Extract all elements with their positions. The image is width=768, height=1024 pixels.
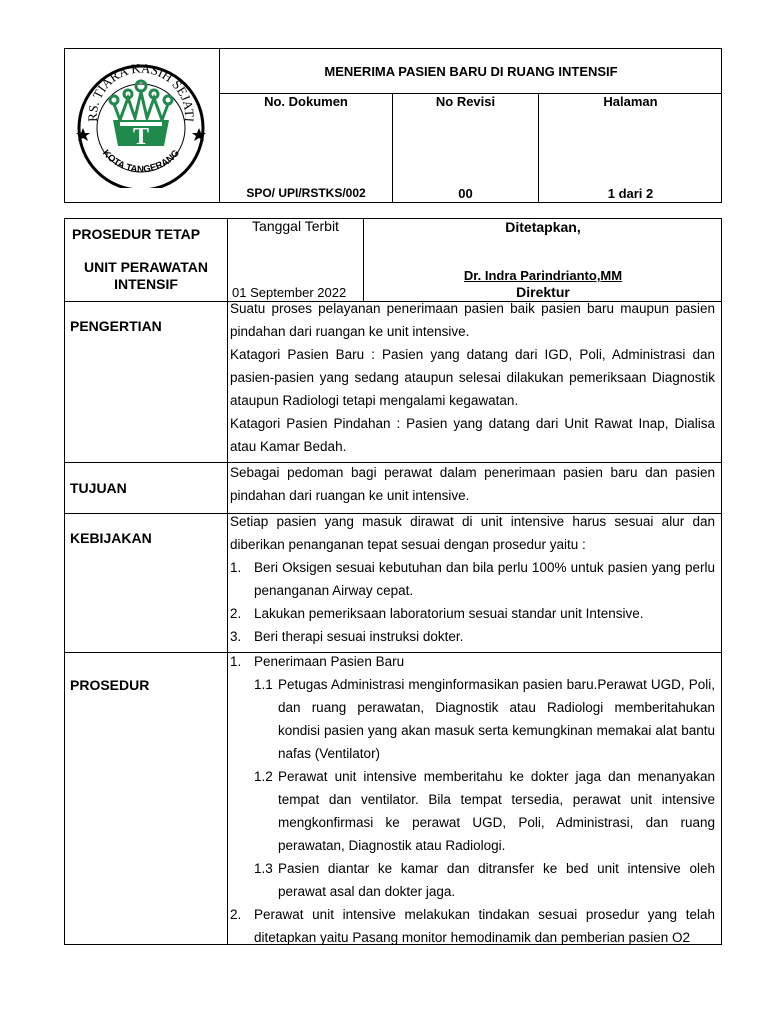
section-label-prosedur: PROSEDUR: [70, 677, 150, 693]
hospital-logo: [68, 48, 214, 188]
list-item-text: Beri Oksigen sesuai kebutuhan dan bila perlu 100% untuk pasien yang perlu penanganan Airway cepat.: [254, 560, 715, 598]
section-label-tujuan: TUJUAN: [70, 480, 127, 496]
list-item: [230, 903, 715, 949]
list-item: [230, 556, 715, 602]
list-item: [230, 602, 715, 625]
approval-label: Ditetapkan,: [505, 219, 581, 235]
sub-list-item: [254, 857, 715, 903]
section-body-kebijakan: [230, 510, 715, 648]
list-item-text: Lakukan pemeriksaan laboratorium sesuai standar unit Intensive.: [254, 606, 644, 621]
policy-intro: Setiap pasien yang masuk dirawat di unit intensive harus sesuai alur dan diberikan penanganan tepat sesuai dengan prosedur yaitu :: [230, 514, 715, 552]
list-item-number: 1.: [230, 654, 242, 669]
hospital-logo-emblem: [68, 48, 214, 188]
section-body-pengertian: [230, 297, 715, 458]
definition-paragraph: Katagori Pasien Pindahan : Pasien yang datang dari Unit Rawat Inap, Dialisa atau Kamar Bedah.: [230, 416, 715, 454]
unit-label: UNIT PERAWATAN INTENSIF: [84, 259, 208, 292]
list-item-number: 1.: [230, 560, 242, 575]
list-item-text: Perawat unit intensive melakukan tindakan sesuai prosedur yang telah ditetapkan yaitu Pasang monitor hemodinamik dan pemberian pasien O2: [254, 907, 715, 945]
director-title: Direktur: [516, 284, 570, 300]
logo-emblem-letter: T: [132, 124, 150, 150]
issue-date-value: 01 September 2022: [232, 285, 347, 300]
list-item-text: Penerimaan Pasien Baru: [254, 654, 405, 669]
list-item-number: 2.: [230, 606, 242, 621]
section-body-prosedur: [230, 650, 715, 949]
logo-arc-text: RS. TIARA KASIH SEJATI: [84, 60, 198, 123]
procedure-type-label: PROSEDUR TETAP: [72, 226, 201, 242]
sub-list-item: [254, 673, 715, 765]
label-column-divider: [227, 218, 228, 945]
issue-date-label: Tanggal Terbit: [252, 218, 339, 234]
sub-list-item-text: Pasien diantar ke kamar dan ditransfer ke bed unit intensive oleh perawat asal dan dokter jaga.: [278, 861, 715, 899]
doc-number-label: No. Dokumen: [264, 94, 348, 109]
logo-city-text: KOTA TANGERANG: [100, 147, 182, 176]
section-label-kebijakan: KEBIJAKAN: [70, 530, 152, 546]
sub-list-item-number: 1.1: [254, 677, 273, 692]
section-body-tujuan: [230, 461, 715, 507]
revision-label: No Revisi: [435, 94, 496, 109]
sub-list-item-text: Perawat unit intensive memberitahu ke dokter jaga dan menanyakan tempat dan ventilator. Bila tempat tersedia, perawat unit intensive mengkonfirmasi ke perawat UGD, Poli, Administrasi, dan ruang perawatan, Diagnostik atau Radiologi.: [278, 769, 715, 853]
revision-value: 00: [458, 186, 473, 201]
sub-list-item: [254, 765, 715, 857]
doc-number-value: SPO/ UPI/RSTKS/002: [246, 186, 366, 200]
list-item-text: Beri therapi sesuai instruksi dokter.: [254, 629, 464, 644]
definition-paragraph: Katagori Pasien Baru : Pasien yang datang dari IGD, Poli, Administrasi dan pasien-pasien yang sedang ataupun selesai dilakukan pemeriksaan Diagnostik ataupun Radiologi tetapi mengalami kegawatan.: [230, 347, 715, 408]
purpose-paragraph: Sebagai pedoman bagi perawat dalam penerimaan pasien baru dan pasien pindahan dari ruangan ke unit intensive.: [230, 465, 715, 503]
definition-paragraph: Suatu proses pelayanan penerimaan pasien baik pasien baru maupun pasien pindahan dari ruangan ke unit intensive.: [230, 301, 715, 339]
list-item: [230, 625, 715, 648]
document-title: MENERIMA PASIEN BARU DI RUANG INTENSIF: [324, 64, 618, 79]
page-label: Halaman: [603, 94, 658, 109]
list-item-number: 2.: [230, 907, 242, 922]
section-label-pengertian: PENGERTIAN: [70, 318, 162, 334]
sub-list-item-number: 1.3: [254, 861, 273, 876]
sub-list-item-number: 1.2: [254, 769, 273, 784]
page-value: 1 dari 2: [607, 186, 654, 201]
director-name: Dr. Indra Parindrianto,MM: [463, 268, 623, 283]
sub-list-item-text: Petugas Administrasi menginformasikan pasien baru.Perawat UGD, Poli, dan ruang perawatan, Diagnostik atau Radiologi memberitahukan kondisi pasien yang akan masuk serta kemungkinan memakai alat bantu nafas (Ventilator): [278, 677, 715, 761]
list-item-number: 3.: [230, 629, 242, 644]
list-item: [230, 650, 715, 673]
